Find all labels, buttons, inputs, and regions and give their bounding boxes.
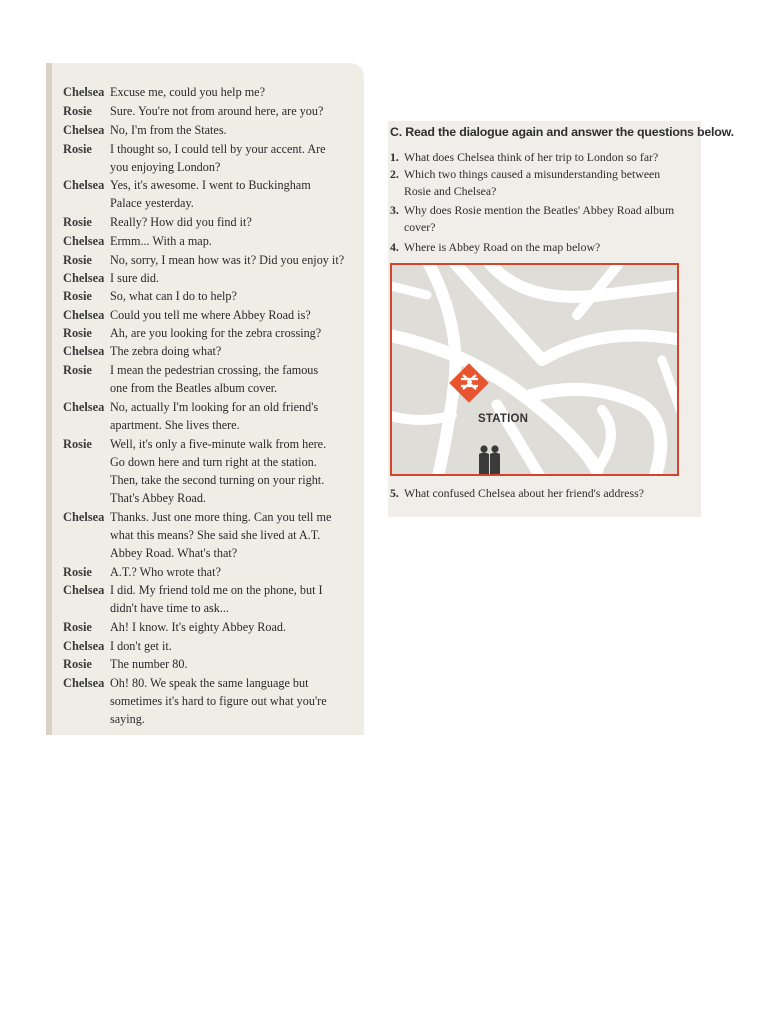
street-map [390, 263, 679, 476]
dialogue-line [63, 361, 359, 397]
dialogue-line [63, 140, 359, 176]
line-text: No, sorry, I mean how was it? Did you enjoy it? [110, 253, 345, 267]
dialogue-line [63, 287, 359, 305]
dialogue-line [63, 121, 359, 139]
map-roads [392, 265, 677, 474]
line-text: Well, it's only a five-minute walk from here. Go down here and turn right at the station. Then, take the second turning on your right. That's Abbey Road. [110, 437, 327, 505]
question-number: 3. [390, 203, 399, 217]
station-label: STATION [478, 413, 529, 425]
question-number: 2. [390, 167, 399, 181]
line-text: Yes, it's awesome. I went to Buckingham Palace yesterday. [110, 178, 311, 210]
dialogue-line [63, 102, 359, 120]
dialogue-line [63, 213, 359, 231]
dialogue-panel [46, 63, 364, 735]
speaker-name: Rosie [63, 326, 92, 340]
speaker-name: Chelsea [63, 308, 105, 322]
line-text: Ermm... With a map. [110, 234, 212, 248]
speaker-name: Chelsea [63, 344, 105, 358]
speaker-name: Chelsea [63, 583, 105, 597]
dialogue-line [63, 655, 359, 673]
speaker-name: Rosie [63, 104, 92, 118]
line-text: Sure. You're not from around here, are you? [110, 104, 324, 118]
speaker-name: Rosie [63, 253, 92, 267]
question-text: Where is Abbey Road on the map below? [404, 240, 601, 254]
speaker-name: Chelsea [63, 85, 105, 99]
question-item [390, 149, 690, 166]
page-edge [46, 63, 52, 735]
speaker-name: Rosie [63, 363, 92, 377]
speaker-name: Rosie [63, 437, 92, 451]
dialogue-line [63, 269, 359, 287]
speaker-name: Rosie [63, 142, 92, 156]
question-text: What does Chelsea think of her trip to London so far? [404, 150, 659, 164]
dialogue-line [63, 581, 359, 617]
section-heading: C. Read the dialogue again and answer the questions below. [390, 125, 734, 139]
question-text: What confused Chelsea about her friend's address? [404, 486, 644, 500]
line-text: Excuse me, could you help me? [110, 85, 266, 99]
line-text: Could you tell me where Abbey Road is? [110, 308, 311, 322]
line-text: No, actually I'm looking for an old friend's apartment. She lives there. [110, 400, 319, 432]
speaker-name: Rosie [63, 215, 92, 229]
line-text: So, what can I do to help? [110, 289, 237, 303]
question-item [390, 485, 690, 502]
line-text: The number 80. [110, 657, 188, 671]
line-text: Ah! I know. It's eighty Abbey Road. [110, 620, 287, 634]
question-item [390, 239, 690, 256]
line-text: I don't get it. [110, 639, 172, 653]
line-text: A.T.? Who wrote that? [110, 565, 221, 579]
question-item [390, 202, 690, 235]
line-text: Ah, are you looking for the zebra crossing? [110, 326, 322, 340]
dialogue-line [63, 398, 359, 434]
speaker-name: Chelsea [63, 639, 105, 653]
question-item [390, 166, 690, 199]
dialogue-line [63, 176, 359, 212]
dialogue-line [63, 232, 359, 250]
dialogue-line [63, 83, 359, 101]
speaker-name: Rosie [63, 565, 92, 579]
speaker-name: Chelsea [63, 123, 105, 137]
dialogue-line [63, 508, 359, 562]
dialogue-line [63, 637, 359, 655]
speaker-name: Chelsea [63, 510, 105, 524]
question-number: 1. [390, 150, 399, 164]
dialogue-line [63, 674, 359, 728]
speaker-name: Rosie [63, 289, 92, 303]
line-text: I sure did. [110, 271, 160, 285]
speaker-name: Rosie [63, 657, 92, 671]
dialogue-line [63, 306, 359, 324]
line-text: No, I'm from the States. [110, 123, 227, 137]
dialogue-line [63, 618, 359, 636]
speaker-name: Chelsea [63, 178, 105, 192]
questions-panel [388, 121, 734, 517]
question-text: Why does Rosie mention the Beatles' Abbey Road album cover? [404, 203, 675, 234]
line-text: I thought so, I could tell by your accent. Are you enjoying London? [110, 142, 326, 174]
speaker-name: Rosie [63, 620, 92, 634]
speaker-name: Chelsea [63, 676, 105, 690]
dialogue-line [63, 435, 359, 507]
line-text: Really? How did you find it? [110, 215, 252, 229]
pedestrians-icon [479, 445, 500, 474]
dialogue-line [63, 324, 359, 342]
line-text: Thanks. Just one more thing. Can you tell me what this means? She said she lived at A.T. Abbey Road. What's that? [110, 510, 332, 560]
speaker-name: Chelsea [63, 400, 105, 414]
line-text: Oh! 80. We speak the same language but sometimes it's hard to figure out what you're saying. [110, 676, 327, 726]
dialogue-line [63, 251, 359, 269]
line-text: I did. My friend told me on the phone, but I didn't have time to ask... [110, 583, 323, 615]
dialogue-line [63, 342, 359, 360]
speaker-name: Chelsea [63, 271, 105, 285]
question-number: 5. [390, 486, 399, 500]
dialogue-line [63, 563, 359, 581]
speaker-name: Chelsea [63, 234, 105, 248]
question-text: Which two things caused a misunderstanding between Rosie and Chelsea? [404, 167, 661, 198]
question-number: 4. [390, 240, 399, 254]
line-text: The zebra doing what? [110, 344, 222, 358]
line-text: I mean the pedestrian crossing, the famous one from the Beatles album cover. [110, 363, 319, 395]
